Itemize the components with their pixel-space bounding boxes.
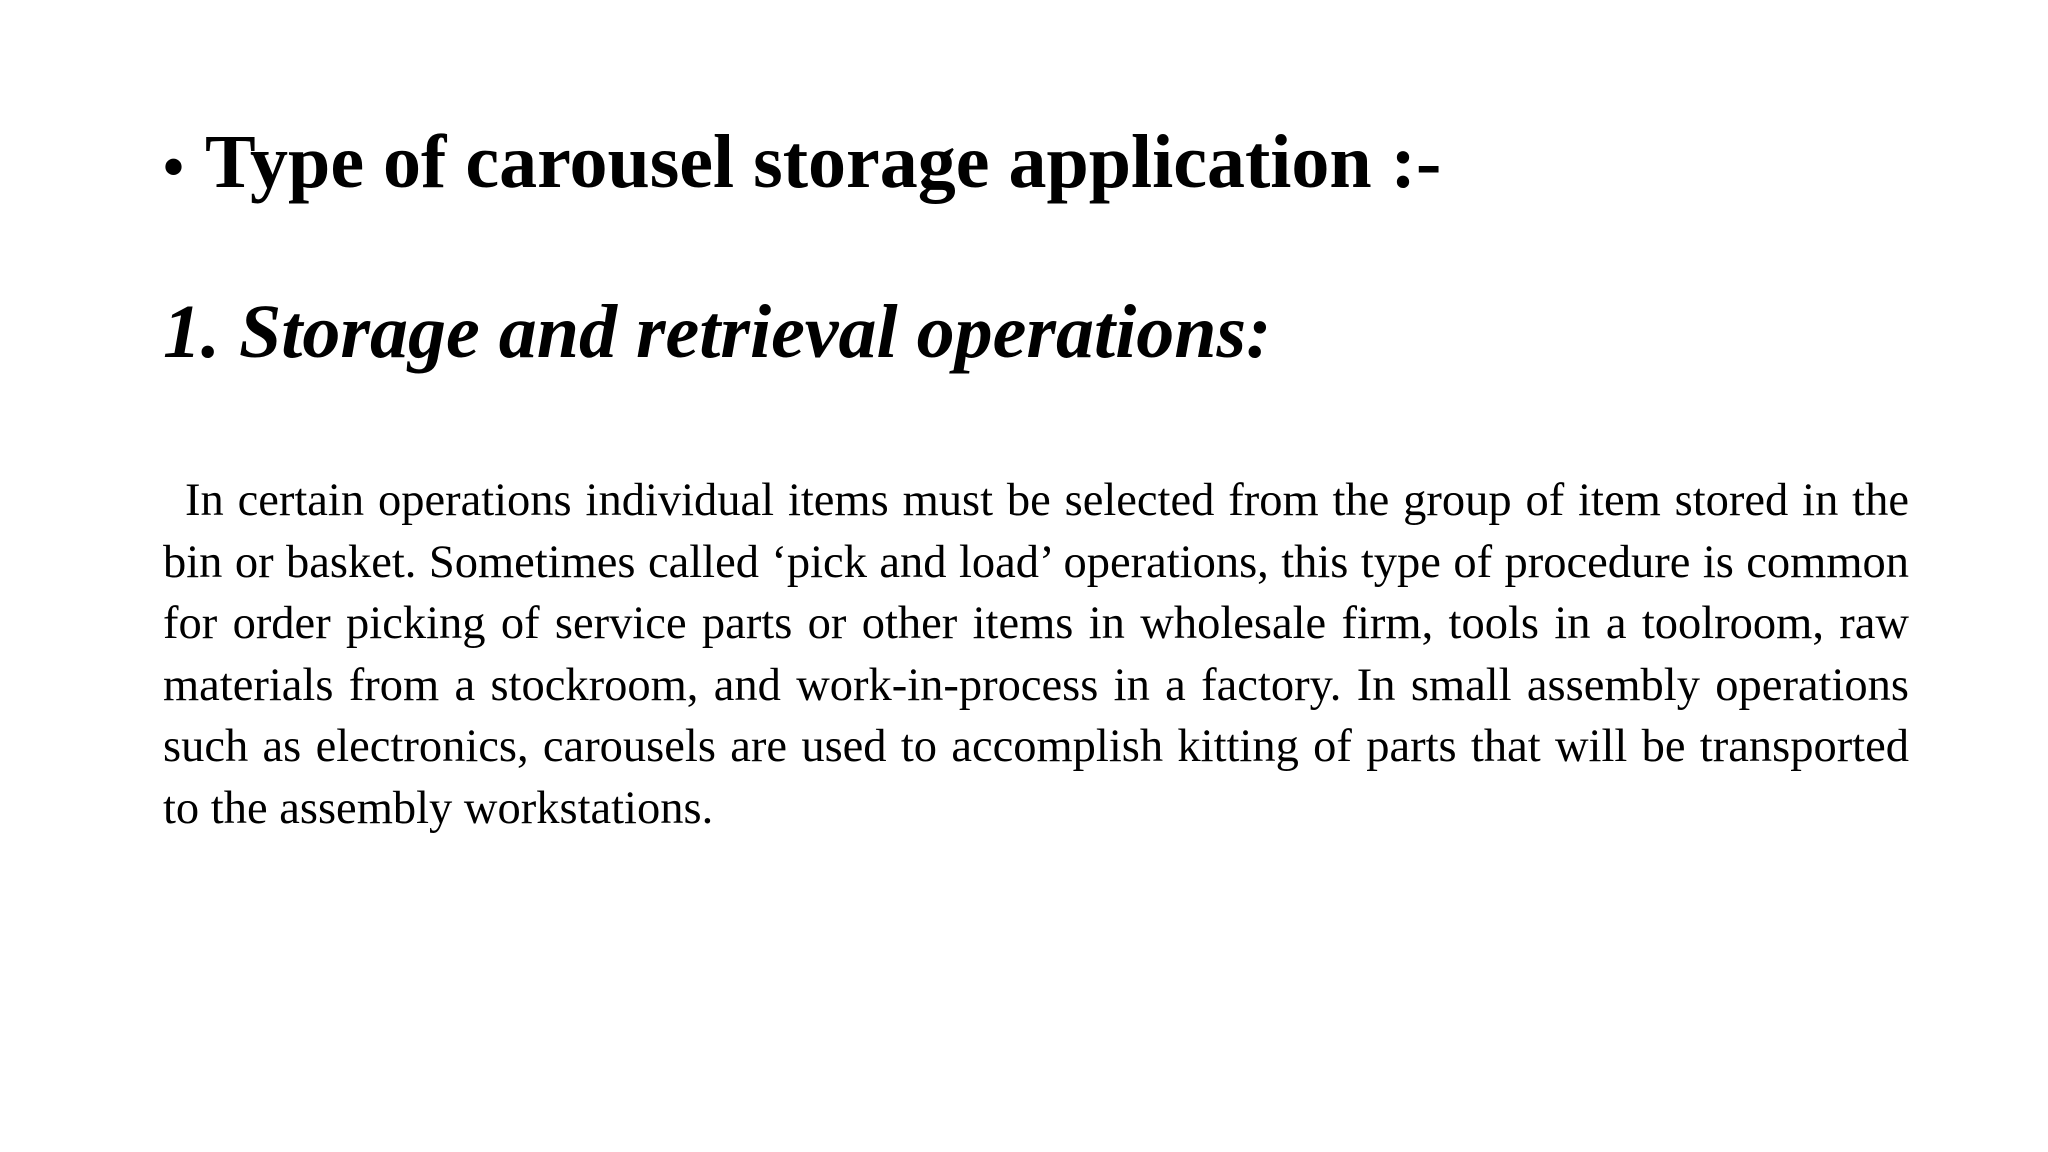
bullet-icon: • bbox=[163, 134, 185, 200]
heading-text: Type of carousel storage application :- bbox=[205, 120, 1442, 204]
body-paragraph: In certain operations individual items must be selected from the group of item stored in the bin or basket. Sometimes called ‘pick and load’ operations, this type of procedure is common for order picking of service parts or other items in wholesale firm, tools in a toolroom, raw materials from a stockroom, and work-in-process in a factory. In small assembly operations such as electronics, carousels are used to accomplish kitting of parts that will be transported to the assembly workstations. bbox=[163, 475, 1909, 834]
slide-heading bbox=[163, 112, 1923, 217]
section-title: 1. Storage and retrieval operations: bbox=[163, 290, 1272, 374]
